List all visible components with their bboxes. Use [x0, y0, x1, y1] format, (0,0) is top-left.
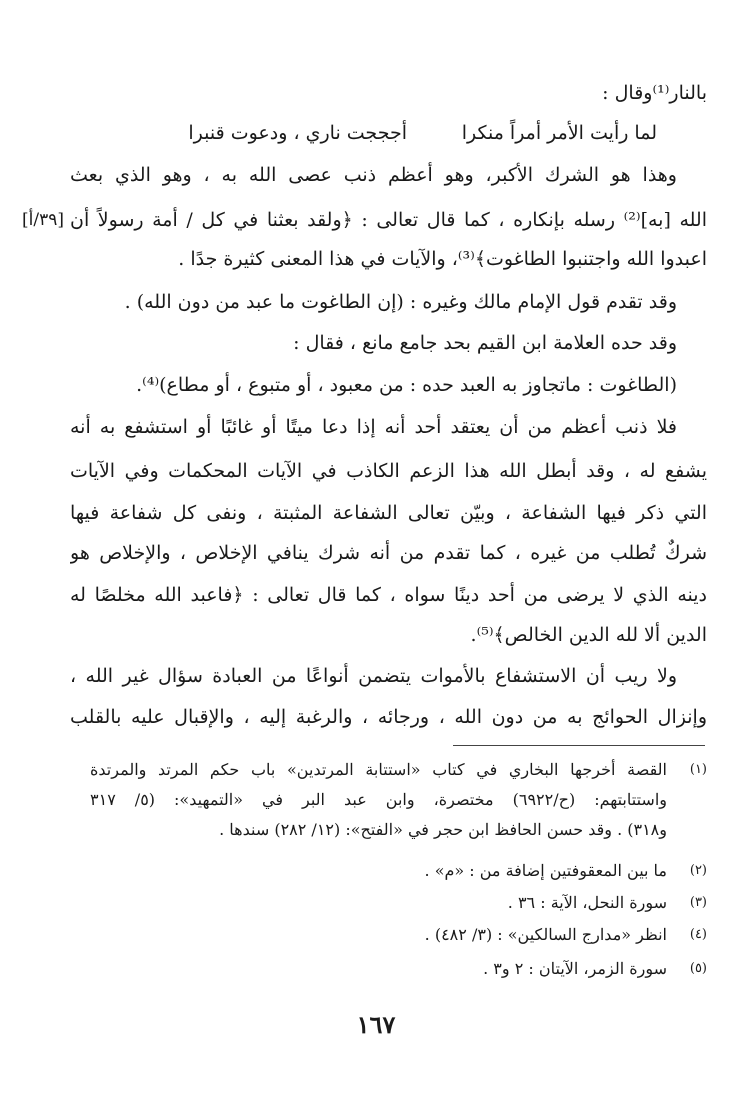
text-line-1: بالنار⁽¹⁾وقال :: [602, 82, 707, 104]
footnote-3-text: سورة النحل، الآية : ٣٦ .: [507, 893, 667, 912]
footnote-4-number: (٤): [689, 927, 707, 942]
footnote-5-text: سورة الزمر، الآيتان : ٢ و٣ .: [483, 959, 667, 978]
text-line-7: وقد حده العلامة ابن القيم بحد جامع مانع ، فقال :: [293, 332, 677, 354]
text-line-15: ولا ريب أن الاستشفاع بالأموات يتضمن أنواعًا من العبادة سؤال غير الله ،: [70, 665, 677, 687]
text-line-8: (الطاغوت : ماتجاوز به العبد حده : من معبود ، أو متبوع ، أو مطاع)⁽⁴⁾.: [136, 374, 677, 396]
poem-verse-second-hemistich: أجججت ناري ، ودعوت قنبرا: [188, 122, 407, 144]
text-line-6: وقد تقدم قول الإمام مالك وغيره : (إن الطاغوت ما عبد من دون الله) .: [124, 291, 677, 313]
text-line-5: اعبدوا الله واجتنبوا الطاغوت﴾⁽³⁾، والآيات في هذا المعنى كثيرة جدًا .: [178, 248, 707, 270]
poem-verse-first-hemistich: لما رأيت الأمر أمراً منكرا: [461, 122, 657, 144]
text-line-4: الله [به]⁽²⁾ رسله بإنكاره ، كما قال تعالى : ﴿ولقد بعثنا في كل / أمة رسولاً أن: [70, 209, 707, 231]
text-line-3: وهذا هو الشرك الأكبر، وهو أعظم ذنب عصى الله به ، وهو الذي بعث: [70, 164, 677, 186]
text-line-16: وإنزال الحوائج به من دون الله ، ورجائه ، والرغبة إليه ، والإقبال عليه بالقلب: [70, 706, 707, 728]
text-line-11: التي ذكر فيها الشفاعة ، وبيّن تعالى الشفاعة المثبتة ، ونفى كل شفاعة فيها: [70, 502, 707, 524]
text-line-10: يشفع له ، وقد أبطل الله هذا الزعم الكاذب في الآيات المحكمات وفي الآيات: [70, 460, 707, 482]
footnote-2-number: (٢): [689, 863, 707, 878]
manuscript-folio-marker: [٣٩/أ]: [22, 210, 64, 230]
footnote-separator: [453, 745, 705, 746]
footnote-4-text: انظر «مدارج السالكين» : (٣/ ٤٨٢) .: [424, 925, 667, 944]
page-number: ١٦٧: [356, 1010, 396, 1039]
text-line-9: فلا ذنب أعظم من أن يعتقد أحد أنه إذا دعا ميتًا أو غائبًا أو استشفع به أنه: [70, 416, 677, 438]
footnote-3-number: (٣): [689, 895, 707, 910]
footnote-1-number: (١): [689, 762, 707, 777]
footnote-1-line-1: القصة أخرجها البخاري في كتاب «استتابة المرتدين» باب حكم المرتد والمرتدة: [90, 760, 667, 779]
footnote-1-line-3: و٣١٨) . وقد حسن الحافظ ابن حجر في «الفتح»: (١٢/ ٢٨٢) سندها .: [219, 820, 667, 839]
text-line-12: شركٌ تُطلب من غيره ، كما تقدم من أنه شرك ينافي الإخلاص ، والإخلاص هو: [70, 542, 707, 564]
footnote-2-text: ما بين المعقوفتين إضافة من : «م» .: [424, 861, 667, 880]
footnote-5-number: (٥): [689, 961, 707, 976]
footnote-1-line-2: واستتابتهم: (ح/٦٩٢٢) مختصرة، وابن عبد البر في «التمهيد»: (٥/ ٣١٧: [90, 790, 667, 809]
text-line-14: الدين ألا لله الدين الخالص﴾⁽⁵⁾.: [470, 624, 707, 646]
text-line-13: دينه الذي لا يرضى من أحد دينًا سواه ، كما قال تعالى : ﴿فاعبد الله مخلصًا له: [70, 584, 707, 606]
